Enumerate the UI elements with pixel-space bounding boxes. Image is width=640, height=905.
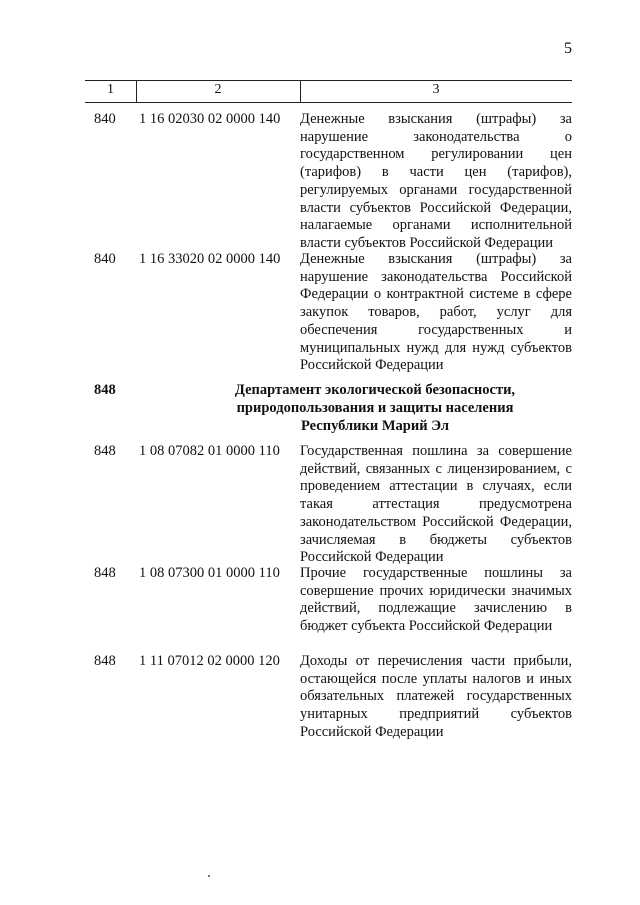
revenue-code: 1 11 07012 02 0000 120 — [139, 653, 280, 669]
department-code: 848 — [94, 382, 116, 398]
admin-code: 848 — [94, 565, 116, 581]
admin-code: 840 — [94, 251, 116, 267]
revenue-description: Денежные взыскания (штрафы) за нарушение законодательства Российской Федерации о контрактной системе в сфере закупок товаров, работ, услуг для обеспечения государственных и муниципальных нужд для нужд субъектов Российской Федерации — [300, 251, 572, 374]
revenue-code: 1 16 33020 02 0000 140 — [139, 251, 281, 267]
revenue-code: 1 08 07082 01 0000 110 — [139, 443, 280, 459]
revenue-description: Государственная пошлина за совершение действий, связанных с лицензированием, с проведением аттестации в случаях, если такая аттестация предусмотрена законодательством Российской Федерации, зачисляемая в бюджеты субъектов Российской Федерации — [300, 443, 572, 566]
header-col-2: 2 — [214, 82, 222, 97]
admin-code: 848 — [94, 443, 116, 459]
header-col-3: 3 — [432, 82, 440, 97]
admin-code: 848 — [94, 653, 116, 669]
header-col-1: 1 — [107, 82, 114, 97]
revenue-description: Денежные взыскания (штрафы) за нарушение законодательства о государственном регулировании цен (тарифов) в части цен (тарифов), регулируемых органами государственной власти субъектов Российской Федерации, налагаемые органами исполнительной власти субъектов Российской Федерации — [300, 111, 572, 251]
revenue-description: Прочие государственные пошлины за совершение прочих юридически значимых действий, подлежащие зачислению в бюджет субъекта Российской Федерации — [300, 565, 572, 635]
department-name: Департамент экологической безопасности, природопользования и защиты населения Республики Марий Эл — [234, 382, 516, 434]
revenue-code: 1 16 02030 02 0000 140 — [139, 111, 281, 127]
scan-speck — [208, 875, 210, 877]
revenue-code: 1 08 07300 01 0000 110 — [139, 565, 280, 581]
admin-code: 840 — [94, 111, 116, 127]
page-number: 5 — [564, 40, 572, 57]
revenue-description: Доходы от перечисления части прибыли, остающейся после уплаты налогов и иных обязательных платежей государственных унитарных предприятий субъектов Российской Федерации — [300, 653, 572, 740]
table-header — [85, 80, 572, 103]
